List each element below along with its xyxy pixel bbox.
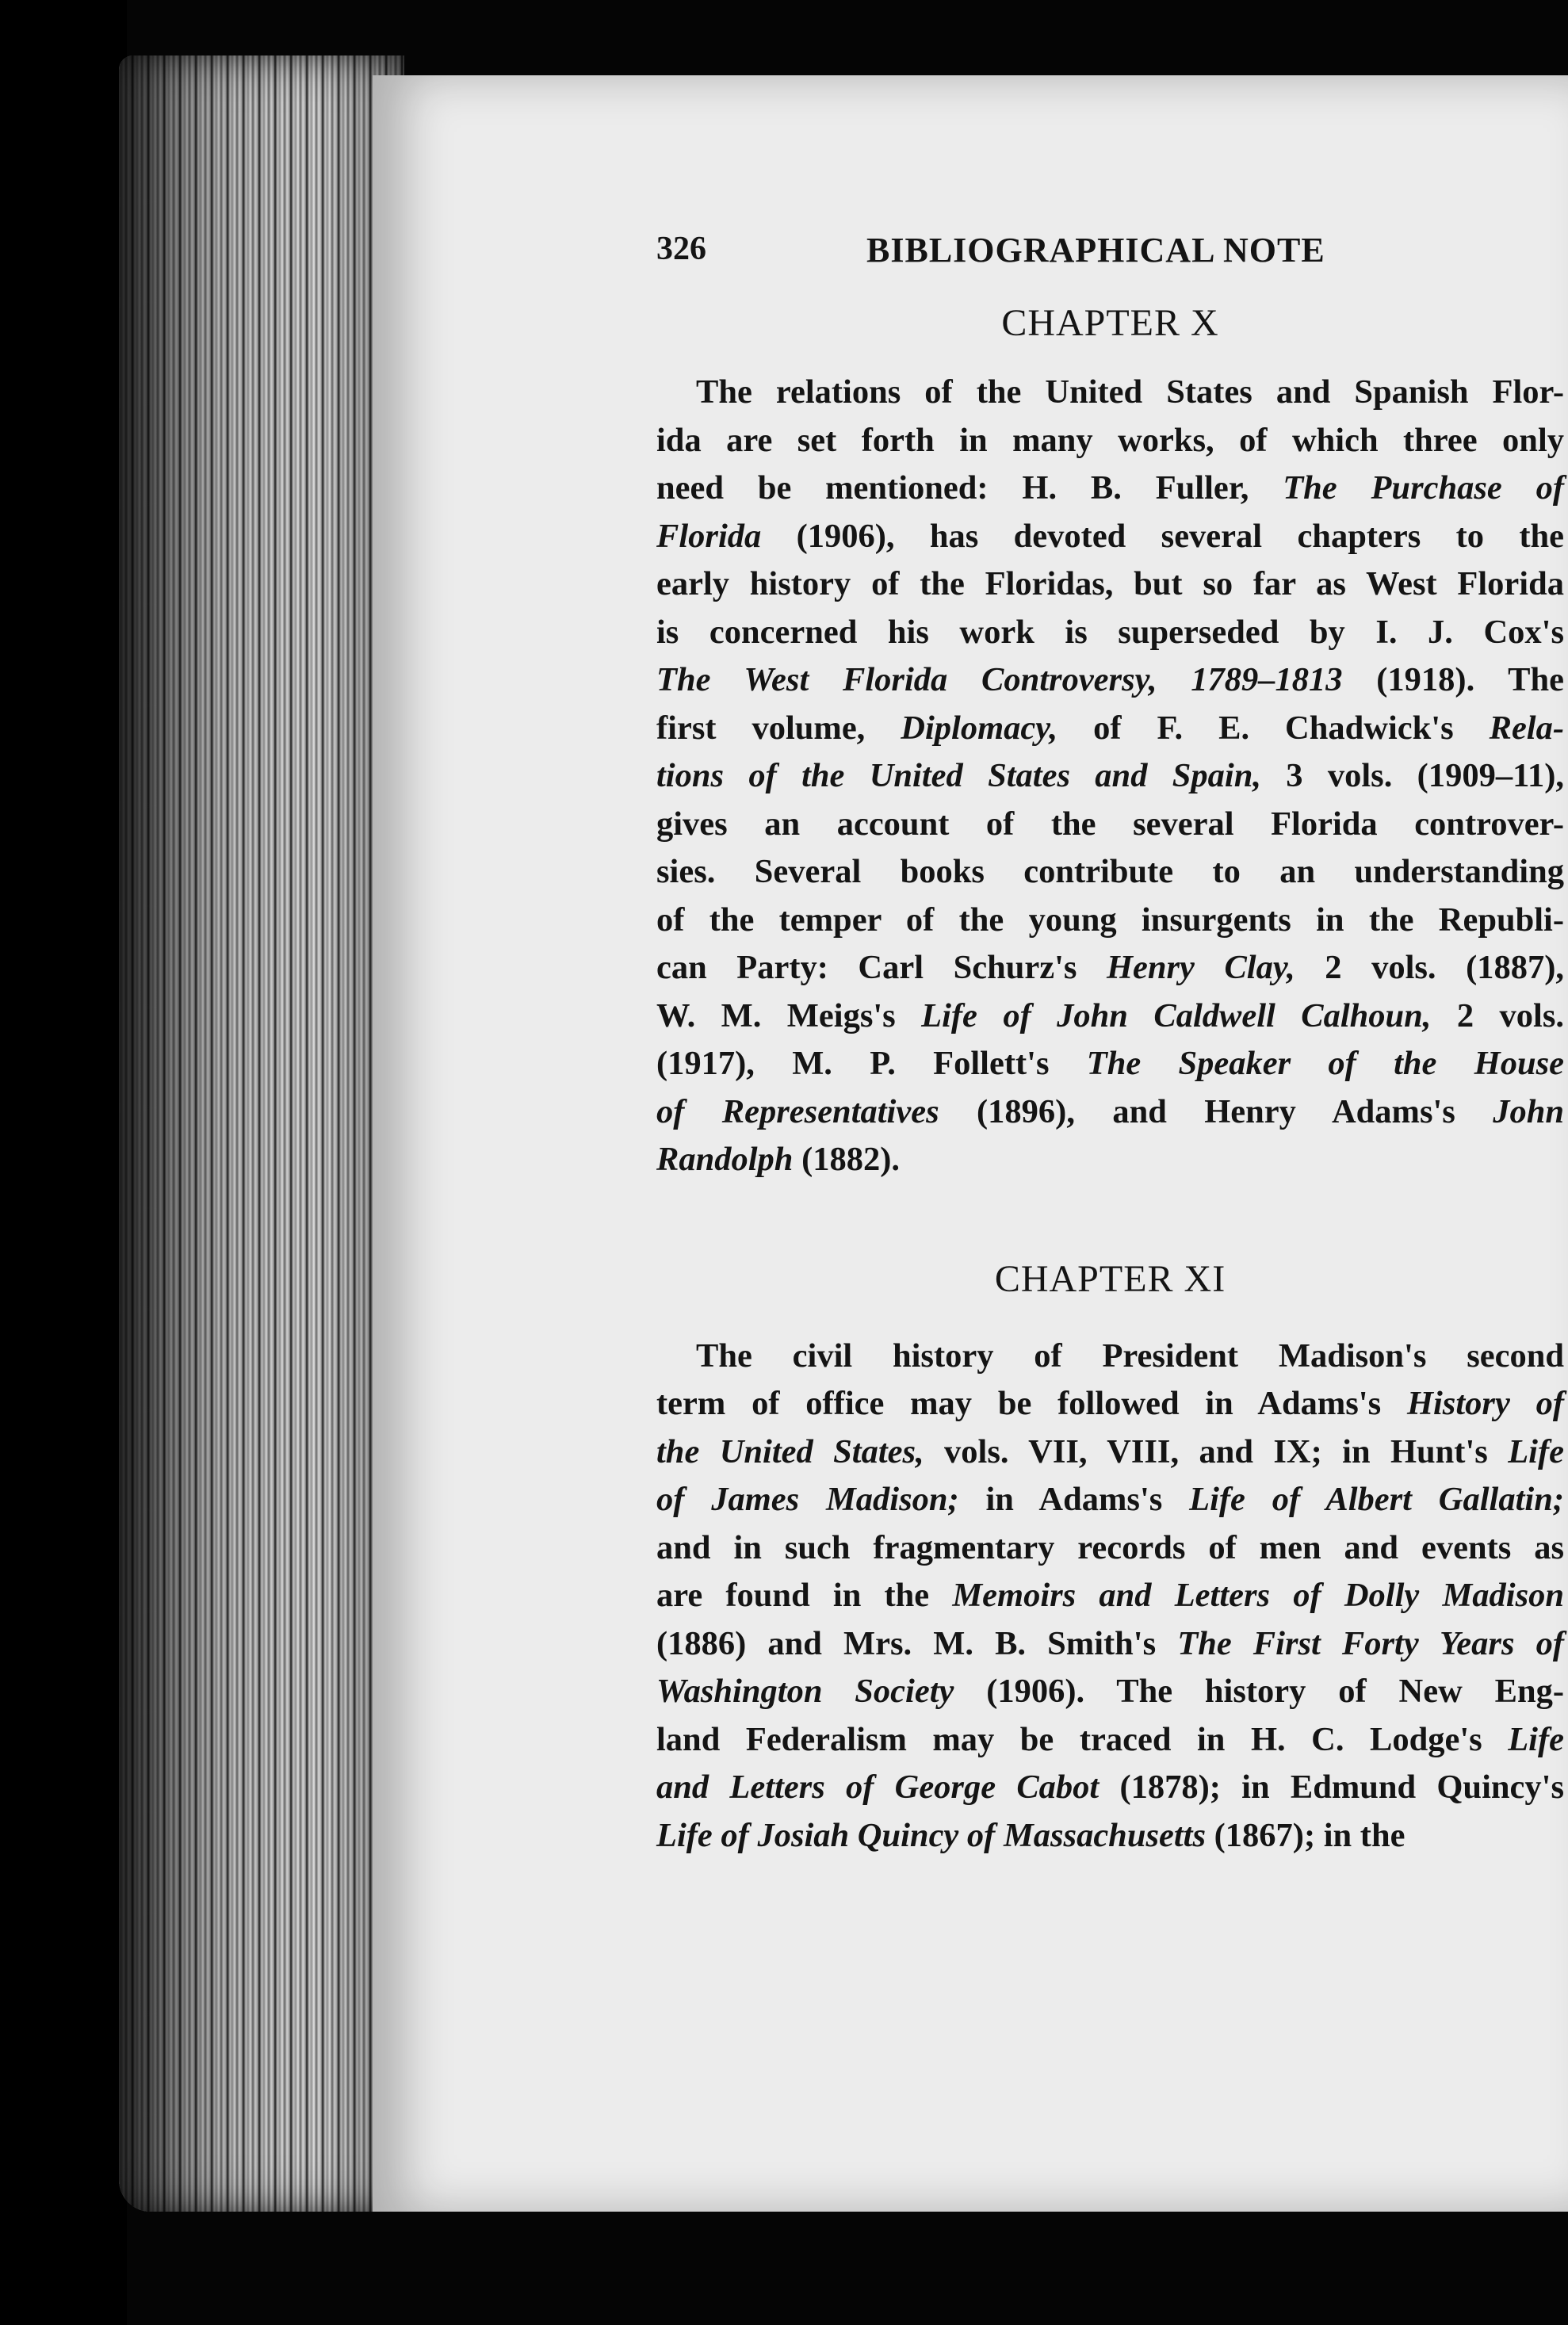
text-line — [656, 1620, 1564, 1669]
chapter-xi-paragraph — [656, 1333, 1564, 1860]
text-line — [656, 897, 1564, 945]
text-segment: of F. E. Chadwick's — [1057, 709, 1490, 747]
text-line — [656, 801, 1564, 849]
text-segment: vols. VII, VIII, and IX; in Hunt's — [924, 1432, 1509, 1470]
chapter-xi-title: CHAPTER XI — [994, 1257, 1226, 1300]
page-text — [656, 230, 1564, 1860]
text-segment: and in such fragmentary records of men and events as — [656, 1528, 1564, 1566]
text-segment: term of office may be followed in Adams's — [656, 1385, 1407, 1422]
text-segment: first volume, — [656, 709, 901, 747]
italic-title: tions of the United States and Spain, — [656, 757, 1261, 794]
text-line — [656, 1524, 1564, 1573]
text-line — [656, 1428, 1564, 1477]
italic-title: Memoirs and Letters of Dolly Madison — [952, 1577, 1564, 1614]
text-segment: of the temper of the young insurgents in the Republi- — [656, 901, 1564, 939]
text-segment: ida are set forth in many works, of which three only — [656, 421, 1564, 459]
text-line — [656, 1572, 1564, 1620]
text-line — [656, 560, 1564, 609]
italic-title: of Representatives — [656, 1092, 939, 1130]
text-segment: 3 vols. (1909–11), — [1260, 757, 1565, 794]
text-line — [656, 417, 1564, 465]
text-segment: 2 vols. — [1431, 996, 1564, 1034]
italic-title: of James Madison; — [656, 1481, 959, 1518]
italic-title: the United States, — [656, 1432, 924, 1470]
text-segment: gives an account of the several Florida controver- — [656, 805, 1564, 843]
text-segment: (1867); in the — [1206, 1816, 1405, 1854]
text-line — [656, 1764, 1564, 1812]
text-line — [656, 1812, 1564, 1860]
italic-title: Life — [1508, 1432, 1564, 1470]
text-segment: The civil history of President Madison's second — [696, 1336, 1564, 1375]
italic-title: Henry Clay, — [1106, 949, 1295, 986]
italic-title: Diplomacy, — [901, 709, 1058, 747]
text-segment: 2 vols. (1887), — [1295, 949, 1565, 986]
text-line — [656, 609, 1564, 657]
text-line — [656, 705, 1564, 753]
page-header — [656, 230, 1564, 285]
text-line — [656, 1380, 1564, 1428]
text-line — [656, 1136, 1564, 1184]
italic-title: The Purchase of — [1283, 469, 1564, 507]
text-line — [656, 369, 1564, 417]
text-segment: (1878); in Edmund Quincy's — [1099, 1769, 1564, 1806]
page-number: 326 — [656, 231, 706, 267]
text-line — [656, 848, 1564, 897]
text-segment: are found in the — [656, 1577, 953, 1614]
text-segment: (1886) and Mrs. M. B. Smith's — [656, 1624, 1178, 1662]
text-line — [656, 944, 1564, 992]
text-line — [656, 1476, 1564, 1524]
italic-title: Randolph — [656, 1141, 794, 1178]
italic-title: Life — [1508, 1720, 1564, 1758]
text-segment: can Party: Carl Schurz's — [656, 949, 1107, 986]
text-segment: land Federalism may be traced in H. C. Lodge's — [656, 1720, 1509, 1758]
text-line — [656, 1668, 1564, 1716]
text-segment: (1896), and Henry Adams's — [939, 1092, 1493, 1130]
text-segment: is concerned his work is superseded by I. J. Cox's — [656, 613, 1564, 651]
text-segment: in Adams's — [958, 1481, 1190, 1518]
chapter-x-title: CHAPTER X — [1001, 302, 1219, 344]
text-segment: (1906). The history of New Eng- — [954, 1673, 1564, 1710]
text-line — [656, 992, 1564, 1041]
italic-title: Rela- — [1489, 709, 1565, 747]
italic-title: John — [1493, 1092, 1564, 1130]
italic-title: and Letters of George Cabot — [656, 1769, 1100, 1806]
text-line — [656, 656, 1564, 705]
italic-title: The First Forty Years of — [1177, 1624, 1564, 1662]
text-segment: (1918). The — [1342, 661, 1565, 698]
text-line — [656, 1333, 1564, 1381]
italic-title: Life of Josiah Quincy of Massachusetts — [656, 1816, 1207, 1854]
italic-title: The Speaker of the House — [1086, 1045, 1564, 1082]
text-segment: sies. Several books contribute to an understanding — [656, 853, 1564, 890]
italic-title: Life of Albert Gallatin; — [1189, 1481, 1564, 1518]
italic-title: History of — [1406, 1385, 1564, 1422]
text-line — [656, 1040, 1564, 1088]
text-line — [656, 513, 1564, 561]
running-head: BIBLIOGRAPHICAL NOTE — [866, 231, 1325, 270]
text-line — [656, 1716, 1564, 1765]
text-segment: (1917), M. P. Follett's — [656, 1045, 1087, 1082]
book-spine-shadow — [0, 0, 127, 2325]
italic-title: Life of John Caldwell Calhoun, — [921, 996, 1432, 1034]
text-line — [656, 465, 1564, 513]
text-segment: need be mentioned: H. B. Fuller, — [656, 469, 1283, 507]
page-edge-shading — [119, 55, 404, 2212]
text-segment: (1882). — [793, 1141, 900, 1178]
text-segment: (1906), has devoted several chapters to the — [761, 517, 1564, 555]
italic-title: Washington Society — [656, 1673, 954, 1710]
text-segment: W. M. Meigs's — [656, 996, 922, 1034]
text-segment: The relations of the United States and Spanish Flor- — [696, 373, 1564, 411]
text-line — [656, 1088, 1564, 1137]
text-line — [656, 752, 1564, 801]
italic-title: Florida — [656, 517, 762, 555]
italic-title: The West Florida Controversy, 1789–1813 — [656, 661, 1343, 698]
text-segment: early history of the Floridas, but so far as West Florida — [656, 565, 1564, 602]
chapter-x-paragraph — [656, 369, 1564, 1184]
